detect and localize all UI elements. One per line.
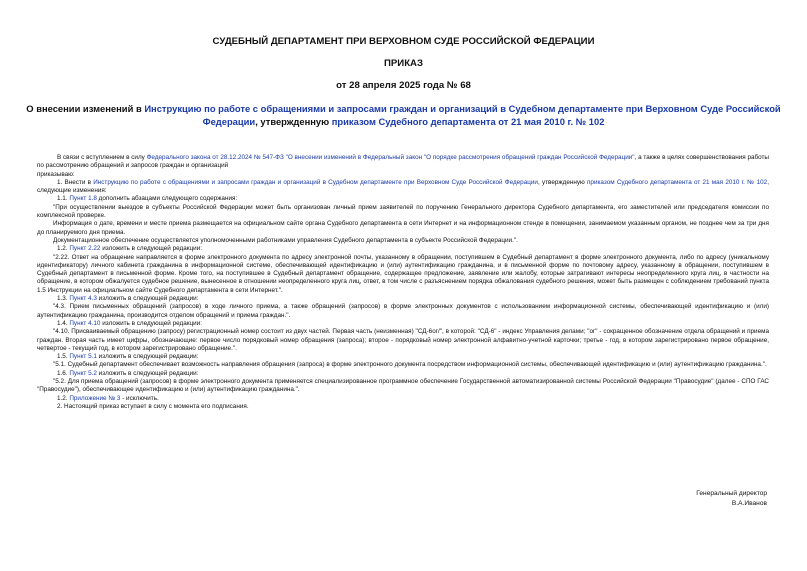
order-word: приказываю: [37, 170, 75, 178]
doc-date-number: от 28 апреля 2025 года № 68 [336, 80, 471, 91]
item-number: 1.2. [57, 245, 70, 253]
item-1-2 [37, 245, 769, 253]
title-link-order[interactable]: приказом Судебного департамента от 21 мая 2010 г. № 102 [331, 115, 605, 127]
quote-paragraph: "При осуществлении выездов в субъекты Российской Федерации может быть организован личный прием заявителей по поручению Генерального директора Судебного департамента, его заместителей или председателя комиссии по комплексной проверке. [37, 203, 769, 220]
item-2: 2. Настоящий приказ вступает в силу с момента его подписания. [57, 402, 249, 410]
item-number: 1.5. [57, 353, 70, 361]
item-1-7 [37, 395, 769, 403]
item-text: изложить в следующей редакции: [96, 369, 199, 377]
intro-text-a: В связи с вступлением в силу [57, 154, 147, 161]
signature-position: Генеральный директор [696, 490, 767, 497]
quote-paragraph: "5.2. Для приема обращений (запросов) в форме электронного документа применяется специализированное программное обеспечение Государственной автоматизированной системы Российской Федерации "Правосудие" (далее - СПО ГАС "Правосудие"), обеспечивающее идентификацию и (или) аутентификацию гражданина.". [37, 378, 769, 394]
link-point-1-8[interactable]: Пункт 1.8 [69, 195, 97, 203]
quote-paragraph: "5.1. Судебный департамент обеспечивает возможность направления обращения (запроса) в форме электронного документа посредством информационной системы, обеспечивающей идентификацию и (или) аутентификацию гражданина.". [53, 361, 767, 369]
link-point-5-2[interactable]: Пункт 5.2 [69, 369, 97, 377]
item-text: дополнить абзацами следующего содержания: [96, 195, 238, 203]
signature-block [696, 489, 767, 508]
item-1-4 [37, 320, 769, 328]
item1-text-b: , утвержденную [537, 178, 587, 186]
item-1-6 [37, 370, 769, 378]
link-point-4-10[interactable]: Пункт 4.10 [69, 319, 101, 327]
item-text: изложить в следующей редакции: [100, 245, 202, 253]
item-number: 1.6. [57, 369, 70, 377]
doc-type: ПРИКАЗ [384, 58, 423, 69]
quote-paragraph: Документационное обеспечение осуществляется уполномоченными работниками управления Судебного департамента в субъекте Российской Федерации.". [53, 236, 518, 244]
item1-link-order[interactable]: приказом Судебного департамента от 21 мая 2010 г. № 102 [587, 178, 768, 186]
doc-body [37, 154, 769, 411]
quote-paragraph: "4.3. Прием письменных обращений (запросов) в ходе личного приема, а также обращений (запросов) в форме электронных документов с использованием информационной системы, обеспечивающей идентификацию и (или) аутентификацию гражданина, производится отделом обращений и приема граждан.". [37, 303, 769, 319]
doc-title [22, 103, 785, 128]
item-number: 1.2. [57, 394, 70, 402]
item-text: изложить в следующей редакции: [96, 295, 199, 303]
item-1-1 [37, 195, 769, 203]
quote-paragraph: "4.10. Присваиваемый обращению (запросу) регистрационный номер состоит из двух частей. Первая часть (неизменная) "СД-6ог/", в которой: "СД-6" - индекс Управления делами; "ог" - сокращенное обозначение отдела обращений и приема граждан. Вторая часть имеет цифры, обозначающие: первое число порядковый номер обращения (запроса); второе - порядковый номер электронной алфавитно-учетной карточки; третье - год, в котором зарегистрировано первое обращение, четвертое - текущий год, в котором зарегистрировано обращение.". [37, 328, 769, 352]
item-number: 1.3. [57, 295, 70, 303]
item1-link-instruction[interactable]: Инструкцию по работе с обращениями и запросами граждан и организаций в Судебном департаменте при Верховном Суде Российской Федерации [93, 178, 538, 186]
link-point-5-1[interactable]: Пункт 5.1 [69, 353, 97, 361]
link-federal-law[interactable]: Федерального закона от 28.12.2024 № 547-ФЗ "О внесении изменений в Федеральный закон "О порядке рассмотрения обращений граждан Российской Федерации" [146, 154, 635, 161]
org-heading: СУДЕБНЫЙ ДЕПАРТАМЕНТ ПРИ ВЕРХОВНОМ СУДЕ РОССИЙСКОЙ ФЕДЕРАЦИИ [212, 36, 595, 47]
item-text: изложить в следующей редакции: [96, 353, 199, 361]
item-text: - исключить. [120, 394, 159, 402]
item1-text-a: 1. Внести в [57, 178, 94, 186]
item-number: 1.1. [57, 195, 70, 203]
intro-paragraph [37, 154, 769, 171]
title-prefix: О внесении изменений в [26, 103, 145, 114]
intro-text-b: , а также в целях совершенствования работы по рассмотрению обращений и запросов граждан и организаций [37, 154, 769, 170]
link-point-4-3[interactable]: Пункт 4.3 [69, 295, 97, 303]
link-point-2-22[interactable]: Пункт 2.22 [69, 245, 101, 253]
item-number: 1.4. [57, 319, 70, 327]
signature-name: В.А.Иванов [731, 499, 767, 507]
link-appendix-3[interactable]: Приложение № 3 [69, 394, 121, 402]
title-middle: , утвержденную [255, 115, 332, 127]
quote-paragraph: "2.22. Ответ на обращение направляется в форме электронного документа по адресу электронной почты, указанному в обращении, поступившем в Судебный департамент в форме электронного документа, либо по адресу (уникальному идентификатору) личного кабинета гражданина в информационной системе, обеспечивающей идентификацию и (или) аутентификацию гражданина, и в письменной форме по почтовому адресу, указанному в обращении, поступившем в Судебный департамент в письменной форме. Кроме того, на поступившее в Судебный департамент обращение, содержащее предложение, заявление или жалобу, которые затрагивают интересы неопределенного круга лиц, в частности на обращение, в котором обжалуется судебное решение, вынесенное в отношении неопределенного круга лиц, ответ, в том числе с разъяснением порядка обжалования судебного решения, может быть размещен с соблюдением требований пункта 1.5 Инструкции на официальном сайте Судебного департамента в сети Интернет.". [37, 253, 769, 294]
quote-paragraph: Информация о дате, времени и месте приема размещается на официальном сайте органа Судебного департамента в сети Интернет и на информационном стенде в помещении, занимаемом указанным органом, не позднее чем за три дня до планируемого дня приема. [37, 220, 769, 236]
item-1 [37, 179, 769, 196]
title-link-instruction[interactable]: Инструкцию по работе с обращениями и запросами граждан и организаций в Судебном департаменте при Верховном Суде Российской Федерации [144, 103, 781, 127]
item1-text-c: , следующие изменения: [37, 178, 769, 195]
item-text: изложить в следующей редакции: [100, 319, 202, 327]
